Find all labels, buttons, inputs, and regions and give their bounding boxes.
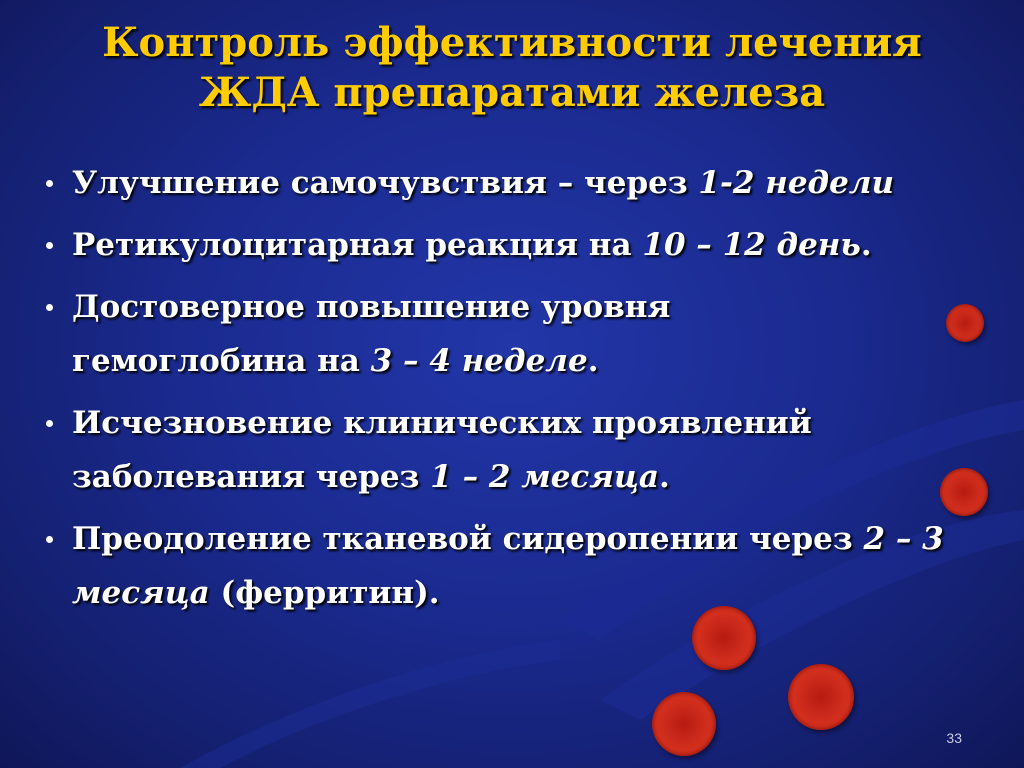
- bullet-text: Преодоление тканевой сидеропении через: [72, 521, 864, 557]
- title-line-2: ЖДА препаратами железа: [198, 69, 826, 116]
- bullet-suffix: .: [860, 227, 872, 263]
- red-blood-cell-image: [946, 304, 984, 342]
- red-blood-cell-image: [692, 606, 756, 670]
- red-blood-cell-image: [940, 468, 988, 516]
- page-number: 33: [946, 730, 962, 746]
- bullet-text: Улучшение самочувствия – через: [72, 165, 699, 201]
- bullet-text: Ретикулоцитарная реакция на: [72, 227, 643, 263]
- bullet-text: Достоверное повышение уровня гемоглобина на: [72, 289, 671, 379]
- title-line-1: Контроль эффективности лечения: [102, 19, 922, 66]
- bullet-emphasis: 3 – 4 неделе: [370, 343, 588, 379]
- bullet-dot-icon: [46, 304, 53, 311]
- bullet-dot-icon: [46, 242, 53, 249]
- bullet-item-3: [44, 280, 772, 388]
- slide-title: [0, 18, 1024, 118]
- bullet-suffix: (ферритин).: [209, 575, 440, 611]
- bullet-item-4: [44, 396, 932, 504]
- bullet-emphasis: 2 – 3 месяца: [72, 521, 944, 611]
- red-blood-cell-image: [788, 664, 854, 730]
- bullet-item-2: [44, 218, 1004, 272]
- bullet-dot-icon: [46, 536, 53, 543]
- red-blood-cell-image: [652, 692, 716, 756]
- bullet-dot-icon: [46, 180, 53, 187]
- bullet-dot-icon: [46, 420, 53, 427]
- bullet-suffix: .: [587, 343, 599, 379]
- bullet-item-1: [44, 156, 1004, 210]
- bullet-text: Исчезновение клинических проявлений заболевания через: [72, 405, 812, 495]
- bullet-emphasis: 1 – 2 месяца: [430, 459, 659, 495]
- bullet-suffix: .: [658, 459, 670, 495]
- bullet-emphasis: 1-2 недели: [698, 165, 895, 201]
- bullet-item-5: [44, 512, 1012, 620]
- bullet-emphasis: 10 – 12 день: [642, 227, 861, 263]
- bullet-list: [44, 156, 1004, 628]
